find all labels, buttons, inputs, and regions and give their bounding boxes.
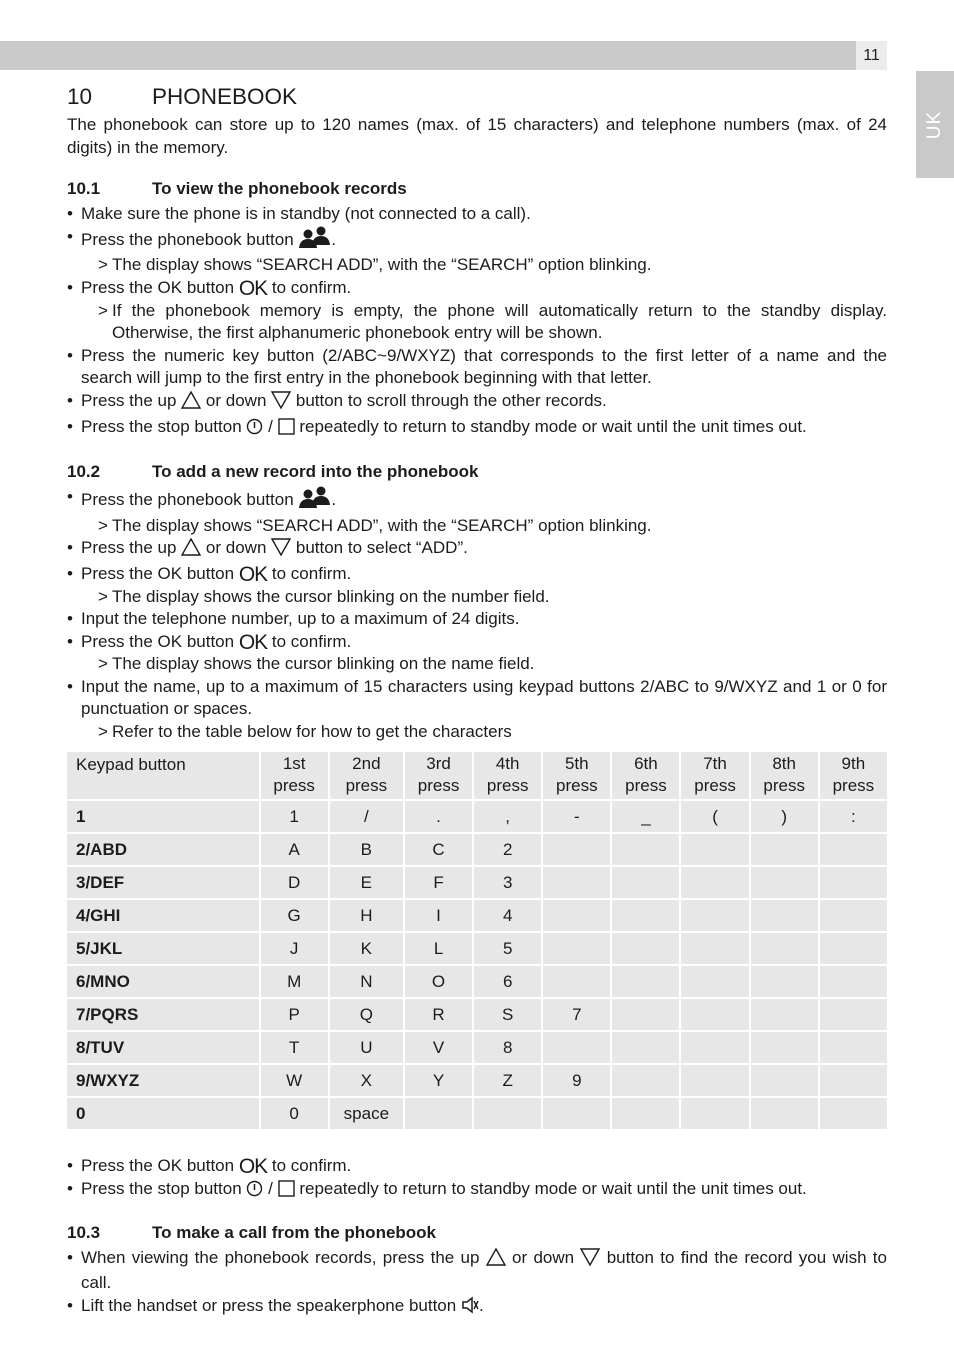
character-cell <box>820 900 887 931</box>
slash: / <box>268 1179 273 1199</box>
result-note: > The display shows the cursor blinking on the number field. <box>81 586 887 609</box>
slash: / <box>268 416 273 436</box>
table-header-cell: Keypad button <box>67 752 259 799</box>
character-cell: P <box>261 999 328 1030</box>
character-cell: - <box>543 801 610 832</box>
table-row <box>67 966 887 997</box>
character-cell <box>681 900 748 931</box>
phonebook-icon <box>298 486 331 515</box>
subsection-title: To add a new record into the phonebook <box>152 462 479 482</box>
table-header-cell: 3rd press <box>405 752 472 799</box>
keypad-button-cell: 4/GHI <box>67 900 259 931</box>
up-arrow-icon <box>486 1248 506 1273</box>
keypad-character-table <box>65 750 889 1131</box>
character-cell <box>820 1065 887 1096</box>
character-cell <box>751 999 818 1030</box>
item-text: Press the phonebook button <box>81 490 294 510</box>
character-cell: U <box>330 1032 403 1063</box>
character-cell <box>681 867 748 898</box>
character-cell <box>820 867 887 898</box>
character-cell <box>612 999 679 1030</box>
character-cell: A <box>261 834 328 865</box>
down-arrow-icon <box>580 1248 600 1273</box>
character-cell <box>543 1098 610 1129</box>
item-text: . <box>331 229 337 249</box>
character-cell: H <box>330 900 403 931</box>
item-text: . <box>331 490 337 510</box>
character-cell <box>543 834 610 865</box>
up-arrow-icon <box>181 391 201 416</box>
down-arrow-icon <box>271 391 291 416</box>
character-cell: M <box>261 966 328 997</box>
character-cell: 6 <box>474 966 541 997</box>
character-cell <box>820 933 887 964</box>
character-cell: / <box>330 801 403 832</box>
table-header-cell: 7th press <box>681 752 748 799</box>
character-cell: L <box>405 933 472 964</box>
subsection-heading-10-3 <box>67 1222 887 1244</box>
item-text: Press the up <box>81 390 177 410</box>
subsection-heading-10-2 <box>67 461 887 483</box>
character-cell: 4 <box>474 900 541 931</box>
character-cell <box>820 999 887 1030</box>
item-text: or down <box>205 390 267 410</box>
character-cell <box>681 966 748 997</box>
keypad-button-cell: 9/WXYZ <box>67 1065 259 1096</box>
character-cell: Z <box>474 1065 541 1096</box>
result-note: > The display shows “SEARCH ADD”, with the “SEARCH” option blinking. <box>81 254 887 277</box>
subsection-number: 10.1 <box>67 179 101 199</box>
character-cell: X <box>330 1065 403 1096</box>
character-cell <box>820 834 887 865</box>
character-cell <box>474 1098 541 1129</box>
section-title: PHONEBOOK <box>152 84 298 109</box>
character-cell: E <box>330 867 403 898</box>
table-row <box>67 933 887 964</box>
keypad-button-cell: 0 <box>67 1098 259 1129</box>
character-cell: N <box>330 966 403 997</box>
character-cell <box>820 1032 887 1063</box>
keypad-button-cell: 6/MNO <box>67 966 259 997</box>
character-cell <box>751 1065 818 1096</box>
item-text: Input the telephone number, up to a maximum of 24 digits. <box>81 609 520 629</box>
character-cell: : <box>820 801 887 832</box>
character-cell: ) <box>751 801 818 832</box>
table-row <box>67 1032 887 1063</box>
list-item <box>67 226 887 277</box>
item-text: repeatedly to return to standby mode or wait until the unit times out. <box>299 1179 807 1199</box>
ok-icon: OK <box>238 1154 268 1178</box>
character-cell: S <box>474 999 541 1030</box>
character-cell: space <box>330 1098 403 1129</box>
speaker-icon <box>461 1296 479 1321</box>
character-cell <box>543 933 610 964</box>
list-item <box>67 277 887 345</box>
result-note: > Refer to the table below for how to get the characters <box>81 721 887 744</box>
stop-icon <box>278 418 295 442</box>
character-cell: O <box>405 966 472 997</box>
stop-icon <box>278 1180 295 1204</box>
phonebook-icon <box>298 226 331 255</box>
character-cell: 1 <box>261 801 328 832</box>
page-content <box>67 82 887 1321</box>
item-text: to confirm. <box>271 1155 352 1175</box>
keypad-button-cell: 2/ABD <box>67 834 259 865</box>
list-item <box>67 537 887 563</box>
ok-icon: OK <box>238 630 268 654</box>
character-cell <box>543 900 610 931</box>
item-text: Lift the handset or press the speakerphone button <box>81 1296 457 1316</box>
character-cell <box>751 867 818 898</box>
list-item <box>67 1295 887 1321</box>
character-cell: 0 <box>261 1098 328 1129</box>
list-item <box>67 1155 887 1178</box>
item-text: . <box>478 1296 484 1316</box>
item-text: Press the OK button <box>81 1155 235 1175</box>
character-cell: K <box>330 933 403 964</box>
table-header-cell: 2nd press <box>330 752 403 799</box>
list-item <box>67 203 887 226</box>
character-cell <box>612 867 679 898</box>
character-cell <box>612 1032 679 1063</box>
list-item <box>67 631 887 676</box>
character-cell: _ <box>612 801 679 832</box>
character-cell: J <box>261 933 328 964</box>
item-text: Press the stop button <box>81 1179 242 1199</box>
character-cell: D <box>261 867 328 898</box>
character-cell: 3 <box>474 867 541 898</box>
result-note: > The display shows “SEARCH ADD”, with the “SEARCH” option blinking. <box>81 515 887 538</box>
character-cell: I <box>405 900 472 931</box>
item-text: to confirm. <box>271 631 352 651</box>
character-cell: 2 <box>474 834 541 865</box>
table-row <box>67 1098 887 1129</box>
keypad-button-cell: 8/TUV <box>67 1032 259 1063</box>
section-heading <box>67 82 887 111</box>
character-cell: 9 <box>543 1065 610 1096</box>
character-cell: , <box>474 801 541 832</box>
list-item <box>67 345 887 390</box>
character-cell <box>681 1032 748 1063</box>
table-row <box>67 801 887 832</box>
item-text: to confirm. <box>271 563 352 583</box>
up-arrow-icon <box>181 538 201 563</box>
character-cell <box>681 1098 748 1129</box>
table-header-row <box>67 752 887 799</box>
header-bar <box>0 41 887 70</box>
character-cell: Y <box>405 1065 472 1096</box>
item-text: button to find the record you wish to call. <box>81 1247 887 1293</box>
character-cell <box>681 834 748 865</box>
item-text: button to scroll through the other records. <box>295 390 607 410</box>
subsection-heading-10-1 <box>67 178 887 200</box>
table-row <box>67 999 887 1030</box>
character-cell <box>612 1098 679 1129</box>
item-text: to confirm. <box>271 277 352 297</box>
language-tab <box>916 71 954 178</box>
ok-icon: OK <box>238 276 268 300</box>
result-note: > If the phonebook memory is empty, the phone will automatically return to the standby display. Otherwise, the first alphanumeric phonebook entry will be shown. <box>81 300 887 345</box>
item-text: Press the up <box>81 538 177 558</box>
character-cell <box>543 867 610 898</box>
table-body <box>67 801 887 1129</box>
power-icon <box>246 418 263 442</box>
language-tab-label: UK <box>924 110 945 139</box>
item-text: Make sure the phone is in standby (not connected to a call). <box>81 204 531 224</box>
section-intro: The phonebook can store up to 120 names (max. of 15 characters) and telephone numbers (max. of 24 digits) in the memory. <box>67 115 887 157</box>
character-cell: 5 <box>474 933 541 964</box>
character-cell <box>612 933 679 964</box>
character-cell <box>751 900 818 931</box>
character-cell <box>751 966 818 997</box>
list-item <box>67 390 887 416</box>
item-text: When viewing the phonebook records, press the up <box>81 1247 480 1267</box>
character-cell: . <box>405 801 472 832</box>
character-cell <box>612 1065 679 1096</box>
add-record-list <box>67 486 887 744</box>
ok-icon: OK <box>238 562 268 586</box>
view-records-list <box>67 203 887 441</box>
item-text: button to select “ADD”. <box>295 538 468 558</box>
character-cell: 7 <box>543 999 610 1030</box>
keypad-button-cell: 7/PQRS <box>67 999 259 1030</box>
character-cell: T <box>261 1032 328 1063</box>
table-header-cell: 1st press <box>261 752 328 799</box>
item-text: Press the OK button <box>81 631 235 651</box>
character-cell: C <box>405 834 472 865</box>
subsection-number: 10.2 <box>67 462 101 482</box>
section-number: 10 <box>67 84 93 109</box>
page-number: 11 <box>856 41 887 70</box>
character-cell: B <box>330 834 403 865</box>
item-text: Input the name, up to a maximum of 15 characters using keypad buttons 2/ABC to 9/WXYZ and 1 or 0 for punctuation or spaces. <box>81 676 887 719</box>
keypad-button-cell: 3/DEF <box>67 867 259 898</box>
list-item <box>67 676 887 744</box>
item-text: repeatedly to return to standby mode or wait until the unit times out. <box>299 416 807 436</box>
table-header-cell: 9th press <box>820 752 887 799</box>
character-cell <box>612 900 679 931</box>
table-row <box>67 867 887 898</box>
character-cell <box>612 834 679 865</box>
result-note: > The display shows the cursor blinking on the name field. <box>81 653 887 676</box>
list-item <box>67 486 887 537</box>
list-item <box>67 608 887 631</box>
character-cell: Q <box>330 999 403 1030</box>
keypad-button-cell: 1 <box>67 801 259 832</box>
subsection-number: 10.3 <box>67 1222 101 1242</box>
power-icon <box>246 1180 263 1204</box>
down-arrow-icon <box>271 538 291 563</box>
table-row <box>67 834 887 865</box>
item-text: Press the phonebook button <box>81 229 294 249</box>
subsection-title: To view the phonebook records <box>152 179 407 199</box>
item-text: Press the stop button <box>81 416 242 436</box>
character-cell: R <box>405 999 472 1030</box>
character-cell <box>681 1065 748 1096</box>
item-text: Press the OK button <box>81 563 235 583</box>
keypad-button-cell: 5/JKL <box>67 933 259 964</box>
character-cell: V <box>405 1032 472 1063</box>
item-text: or down <box>512 1247 575 1267</box>
character-cell: G <box>261 900 328 931</box>
item-text: or down <box>205 538 267 558</box>
table-row <box>67 900 887 931</box>
after-table-list <box>67 1155 887 1204</box>
character-cell <box>751 834 818 865</box>
character-cell: 8 <box>474 1032 541 1063</box>
character-cell: W <box>261 1065 328 1096</box>
character-cell: F <box>405 867 472 898</box>
table-header-cell: 8th press <box>751 752 818 799</box>
make-call-list <box>67 1247 887 1321</box>
item-text: Press the OK button <box>81 277 235 297</box>
character-cell <box>820 1098 887 1129</box>
character-cell <box>612 966 679 997</box>
character-cell: ( <box>681 801 748 832</box>
character-cell <box>681 999 748 1030</box>
character-cell <box>543 1032 610 1063</box>
character-cell <box>751 1098 818 1129</box>
subsection-title: To make a call from the phonebook <box>152 1222 437 1242</box>
list-item <box>67 1178 887 1204</box>
list-item <box>67 563 887 608</box>
character-cell <box>543 966 610 997</box>
table-row <box>67 1065 887 1096</box>
character-cell <box>820 966 887 997</box>
table-header-cell: 6th press <box>612 752 679 799</box>
character-cell <box>405 1098 472 1129</box>
character-cell <box>751 1032 818 1063</box>
table-header-cell: 5th press <box>543 752 610 799</box>
character-cell <box>681 933 748 964</box>
item-text: Press the numeric key button (2/ABC~9/WXYZ) that corresponds to the first letter of a name and the search will jump to the first entry in the phonebook beginning with that letter. <box>81 345 887 388</box>
list-item <box>67 1247 887 1295</box>
list-item <box>67 416 887 442</box>
table-header-cell: 4th press <box>474 752 541 799</box>
character-cell <box>751 933 818 964</box>
